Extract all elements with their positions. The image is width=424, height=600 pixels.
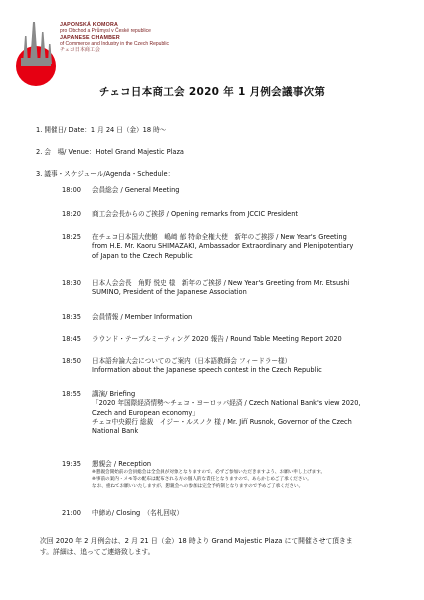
schedule-line: ラウンド・テーブルミーティング 2020 報告 / Round Table Meeting Report 2020 — [92, 335, 342, 343]
reception-note: なお、重ねてお願いいたしますが、懇親会への参加は完全予約制となりますので予めご了承ください。 — [92, 484, 304, 490]
schedule-time: 18:00 — [62, 186, 82, 194]
schedule-line: 会員情報 / Member Information — [92, 313, 193, 321]
schedule-line: 商工会会長からのご挨拶 / Opening remarks from JCCIC President — [92, 210, 298, 218]
schedule-line: Czech and European economy」 — [92, 408, 199, 417]
schedule-line: 中締め/ Closing （名札回収） — [92, 509, 184, 517]
prague-spires-icon — [21, 22, 52, 66]
agenda-heading: 3. 議事・スケジュール/Agenda・Schedule： — [36, 170, 175, 178]
schedule-line: 日本人会会長 角野 悦史 様 新年のご挨拶 / New Year's Greeting from Mr. Etsushi — [92, 279, 350, 287]
schedule-entry — [92, 509, 404, 518]
schedule-time: 18:25 — [62, 233, 82, 241]
schedule-line: チェコ中央銀行 総裁 イジー・ルスノク 様 / Mr. Jiří Rusnok, Governor of the Czech — [92, 417, 352, 426]
schedule-line: SUMINO, President of the Japanese Association — [92, 288, 247, 297]
schedule-entry — [92, 313, 404, 322]
reception-note: ※懇親会開始前の会員総会は全会員が対象となりますので、必ずご参加いただきますよう、お願い申し上げます。 — [92, 470, 326, 476]
logo-line-2: pro Obchod a Průmysl v České republice — [60, 28, 151, 35]
schedule-line: 講演/ Briefing — [92, 390, 136, 398]
schedule-line: 懇親会 / Reception — [92, 460, 152, 468]
schedule-time: 18:30 — [62, 279, 82, 287]
schedule-line: Information about the Japanese speech contest in the Czech Republic — [92, 366, 322, 375]
schedule-line: National Bank — [92, 427, 139, 436]
schedule-line: 日本語弁論大会についてのご案内（日本語教師会 フィードラー様） — [92, 357, 292, 365]
schedule-line: 在チェコ日本国大使館 嶋﨑 郁 特命全権大使 新年のご挨拶 / New Year's Greeting — [92, 233, 347, 241]
footer-line: 次回 2020 年 2 月例会は、2 月 21 日（金）18 時より Grand Majestic Plaza にて開催させて頂きま — [40, 537, 353, 545]
logo-line-4: of Commerce and Industry in the Czech Republic — [60, 40, 169, 47]
schedule-time: 18:35 — [62, 313, 82, 321]
schedule-time: 21:00 — [62, 509, 82, 517]
schedule-time: 18:55 — [62, 390, 82, 398]
logo-line-1: JAPONSKÁ KOMORA — [60, 22, 119, 28]
reception-note: ※事前の案内・メモ等の配布は配布される方の個人的な責任となりますので、あらかじめご了承ください。 — [92, 477, 312, 483]
logo-line-5: チェコ日本商工会 — [60, 47, 100, 54]
venue-line: 2. 会 場/ Venue：Hotel Grand Majestic Plaza — [36, 148, 184, 156]
logo-line-3: JAPANESE CHAMBER — [60, 34, 120, 41]
schedule-time: 18:45 — [62, 335, 82, 343]
schedule-time: 18:20 — [62, 210, 82, 218]
schedule-entry — [92, 233, 404, 261]
schedule-entry — [92, 186, 404, 195]
date-line: 1. 開催日/ Date：1 月 24 日（金）18 時～ — [36, 126, 167, 134]
schedule-line: from H.E. Mr. Kaoru SHIMAZAKI, Ambassador Extraordinary and Plenipotentiary — [92, 242, 354, 251]
schedule-line: of Japan to the Czech Republic — [92, 251, 193, 260]
schedule-time: 19:35 — [62, 460, 82, 468]
schedule-entry — [92, 335, 404, 344]
next-meeting-notice — [40, 536, 410, 558]
logo-text-block — [60, 22, 220, 53]
schedule-entry — [92, 210, 404, 219]
schedule-entry — [92, 460, 404, 490]
schedule-entry — [92, 357, 404, 376]
schedule-entry — [92, 279, 404, 298]
footer-line: す。詳細は、追ってご連絡致します。 — [40, 548, 155, 556]
document-title: チェコ日本商工会 2020 年 1 月例会議事次第 — [98, 86, 326, 98]
schedule-time: 18:50 — [62, 357, 82, 365]
schedule-entry — [92, 390, 404, 436]
schedule-line: 会員総会 / General Meeting — [92, 186, 180, 194]
schedule-line: 「2020 年国際経済情勢～チェコ・ヨーロッパ経済 / Czech National Bank's view 2020, — [92, 399, 361, 408]
